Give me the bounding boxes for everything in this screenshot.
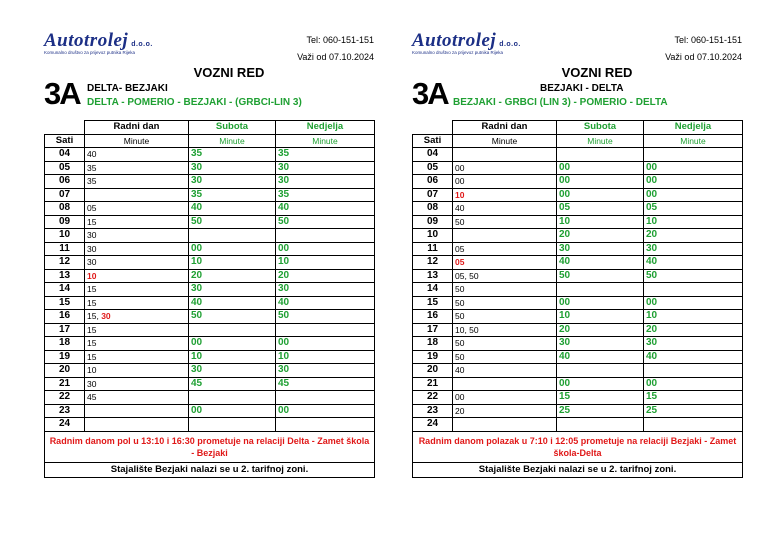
header-sunday: Nedjelja (644, 121, 743, 135)
sunday-minutes: 00 (644, 188, 743, 202)
hour-row (413, 323, 743, 337)
hour-cell: 15 (45, 296, 85, 310)
saturday-minutes: 00 (189, 242, 276, 256)
saturday-minutes: 30 (557, 337, 644, 351)
hour-row (413, 377, 743, 391)
weekday-minutes (453, 242, 557, 256)
weekday-minutes (453, 391, 557, 405)
departure-minute: 15 (87, 216, 97, 227)
sunday-minutes: 30 (644, 337, 743, 351)
header-weekday: Radni dan (453, 121, 557, 135)
hour-row (413, 337, 743, 351)
saturday-minutes (189, 418, 276, 432)
header-hours: Sati (413, 134, 453, 148)
hour-cell: 21 (45, 377, 85, 391)
weekday-minutes (85, 161, 189, 175)
hour-row (45, 391, 375, 405)
hour-cell: 05 (413, 161, 453, 175)
hour-row (413, 148, 743, 162)
saturday-minutes: 50 (189, 215, 276, 229)
hour-row (45, 269, 375, 283)
special-departure-minute: 30 (101, 311, 111, 322)
sunday-minutes: 05 (644, 202, 743, 216)
hour-row (45, 242, 375, 256)
saturday-minutes: 00 (557, 175, 644, 189)
hour-row (45, 364, 375, 378)
departure-minute: 00 (455, 162, 465, 173)
departure-minute: 50 (455, 351, 465, 362)
weekday-minutes (453, 310, 557, 324)
sunday-minutes: 30 (276, 283, 375, 297)
saturday-minutes (557, 148, 644, 162)
sunday-minutes: 35 (276, 148, 375, 162)
hour-cell: 17 (45, 323, 85, 337)
hour-cell: 06 (413, 175, 453, 189)
hour-cell: 06 (45, 175, 85, 189)
saturday-minutes: 05 (557, 202, 644, 216)
sunday-minutes (276, 418, 375, 432)
sunday-minutes: 40 (644, 256, 743, 270)
saturday-minutes: 10 (557, 310, 644, 324)
saturday-minutes: 00 (189, 404, 276, 418)
tariff-zone-note: Stajalište Bezjaki nalazi se u 2. tarifnoj zoni. (45, 462, 375, 477)
subheader-minutes: Minute (85, 134, 189, 148)
saturday-minutes: 50 (189, 310, 276, 324)
sunday-minutes: 35 (276, 188, 375, 202)
phone-number: Tel: 060-151-151 (674, 35, 742, 45)
note: Radnim danom pol u 13:10 i 16:30 prometuje na relaciji Delta - Zamet škola - Bezjaki (45, 431, 375, 462)
sunday-minutes: 00 (644, 296, 743, 310)
header-sunday: Nedjelja (276, 121, 375, 135)
hour-cell: 12 (413, 256, 453, 270)
saturday-minutes: 45 (189, 377, 276, 391)
tariff-zone-note: Stajalište Bezjaki nalazi se u 2. tarifnoj zoni. (413, 462, 743, 477)
hour-cell: 17 (413, 323, 453, 337)
hour-row (413, 350, 743, 364)
hour-row (413, 404, 743, 418)
departure-minute: 45 (87, 392, 97, 403)
hour-cell: 07 (45, 188, 85, 202)
sunday-minutes: 40 (276, 202, 375, 216)
weekday-minutes (85, 256, 189, 270)
hour-row (45, 256, 375, 270)
weekday-minutes (453, 148, 557, 162)
hour-cell: 16 (45, 310, 85, 324)
hour-cell: 10 (413, 229, 453, 243)
hour-cell: 24 (413, 418, 453, 432)
sunday-minutes: 50 (276, 310, 375, 324)
sunday-minutes: 40 (276, 296, 375, 310)
saturday-minutes: 00 (557, 296, 644, 310)
hour-cell: 18 (413, 337, 453, 351)
saturday-minutes: 20 (557, 323, 644, 337)
route-full: DELTA - POMERIO - BEZJAKI - (GRBCI-LIN 3) (87, 97, 302, 108)
sunday-minutes: 50 (276, 215, 375, 229)
departure-minute: 30 (87, 378, 97, 389)
hour-cell: 18 (45, 337, 85, 351)
special-departure-minute: 05 (455, 257, 465, 268)
weekday-minutes (85, 269, 189, 283)
sunday-minutes: 00 (276, 404, 375, 418)
hour-cell: 04 (45, 148, 85, 162)
sunday-minutes: 20 (644, 323, 743, 337)
header-weekday: Radni dan (85, 121, 189, 135)
hour-row (413, 391, 743, 405)
sunday-minutes: 10 (276, 256, 375, 270)
hour-cell: 08 (45, 202, 85, 216)
departure-minute: 50 (455, 297, 465, 308)
departure-minute: 35 (87, 176, 97, 187)
subheader-minutes: Minute (276, 134, 375, 148)
route-short: DELTA- BEZJAKI (87, 83, 168, 94)
sunday-minutes: 10 (276, 350, 375, 364)
weekday-minutes (453, 364, 557, 378)
phone-number: Tel: 060-151-151 (306, 35, 374, 45)
hour-cell: 20 (45, 364, 85, 378)
sunday-minutes: 00 (276, 242, 375, 256)
route-full: BEZJAKI - GRBCI (LIN 3) - POMERIO - DELTA (453, 97, 668, 108)
sunday-minutes: 00 (644, 175, 743, 189)
hour-cell: 22 (45, 391, 85, 405)
saturday-minutes (557, 364, 644, 378)
hour-cell: 08 (413, 202, 453, 216)
saturday-minutes: 50 (557, 269, 644, 283)
hour-cell: 10 (45, 229, 85, 243)
sunday-minutes: 45 (276, 377, 375, 391)
departure-minute: 40 (455, 365, 465, 376)
sunday-minutes: 40 (644, 350, 743, 364)
saturday-minutes: 10 (189, 350, 276, 364)
header-saturday: Subota (189, 121, 276, 135)
saturday-minutes (189, 391, 276, 405)
page-title: VOZNI RED (561, 65, 633, 80)
special-departure-minute: 10 (87, 270, 97, 281)
subheader-minutes: Minute (453, 134, 557, 148)
hour-cell: 15 (413, 296, 453, 310)
sunday-minutes (644, 283, 743, 297)
hour-row (45, 377, 375, 391)
departure-minute: 15, (87, 311, 102, 322)
hour-cell: 14 (45, 283, 85, 297)
sunday-minutes: 30 (276, 175, 375, 189)
note: Radnim danom polazak u 7:10 i 12:05 prometuje na relaciji Bezjaki - Zamet škola-Delta (413, 431, 743, 462)
sunday-minutes (276, 391, 375, 405)
saturday-minutes: 00 (557, 377, 644, 391)
weekday-minutes (453, 418, 557, 432)
sunday-minutes (276, 323, 375, 337)
saturday-minutes (557, 283, 644, 297)
hour-row (45, 202, 375, 216)
hour-cell: 22 (413, 391, 453, 405)
saturday-minutes: 25 (557, 404, 644, 418)
hour-cell: 12 (45, 256, 85, 270)
hour-row (45, 337, 375, 351)
weekday-minutes (85, 337, 189, 351)
hour-row (413, 364, 743, 378)
weekday-minutes (453, 202, 557, 216)
weekday-minutes (85, 364, 189, 378)
weekday-minutes (453, 337, 557, 351)
hour-cell: 21 (413, 377, 453, 391)
departure-minute: 05 (87, 203, 97, 214)
sunday-minutes: 10 (644, 310, 743, 324)
hour-row (413, 229, 743, 243)
sunday-minutes: 00 (644, 161, 743, 175)
sunday-minutes (276, 229, 375, 243)
sunday-minutes (644, 364, 743, 378)
weekday-minutes (85, 283, 189, 297)
saturday-minutes: 40 (189, 202, 276, 216)
line-number: 3A (412, 76, 448, 111)
sunday-minutes (644, 418, 743, 432)
departure-minute: 10, 50 (455, 324, 479, 335)
saturday-minutes: 30 (557, 242, 644, 256)
hour-cell: 07 (413, 188, 453, 202)
hour-row (45, 283, 375, 297)
hour-row (413, 296, 743, 310)
departure-minute: 05, 50 (455, 270, 479, 281)
weekday-minutes (453, 215, 557, 229)
weekday-minutes (85, 377, 189, 391)
weekday-minutes (453, 404, 557, 418)
saturday-minutes: 30 (189, 283, 276, 297)
weekday-minutes (85, 418, 189, 432)
departure-minute: 15 (87, 284, 97, 295)
hour-row (45, 404, 375, 418)
departure-minute: 50 (455, 338, 465, 349)
saturday-minutes: 20 (189, 269, 276, 283)
weekday-minutes (453, 188, 557, 202)
departure-minute: 10 (87, 365, 97, 376)
saturday-minutes: 30 (189, 161, 276, 175)
departure-minute: 40 (455, 203, 465, 214)
valid-from-date: Važi od 07.10.2024 (297, 52, 374, 62)
timetable (412, 120, 743, 478)
sunday-minutes: 30 (276, 161, 375, 175)
weekday-minutes (85, 202, 189, 216)
company-tagline: Komunalno društvo za prijevoz putnika Rijeka (412, 50, 504, 55)
hour-cell: 04 (413, 148, 453, 162)
weekday-minutes (85, 391, 189, 405)
departure-minute: 05 (455, 243, 465, 254)
subheader-minutes: Minute (644, 134, 743, 148)
departure-minute: 15 (87, 351, 97, 362)
saturday-minutes: 00 (189, 337, 276, 351)
hour-row (45, 310, 375, 324)
timetable-bezjaki-delta (412, 0, 742, 500)
company-tagline: Komunalno društvo za prijevoz putnika Rijeka (44, 50, 136, 55)
hour-row (413, 175, 743, 189)
weekday-minutes (453, 377, 557, 391)
hour-cell: 05 (45, 161, 85, 175)
sunday-minutes: 30 (276, 364, 375, 378)
sunday-minutes (644, 148, 743, 162)
saturday-minutes: 40 (189, 296, 276, 310)
weekday-minutes (85, 350, 189, 364)
saturday-minutes: 40 (557, 350, 644, 364)
departure-minute: 40 (87, 149, 97, 160)
timetable-delta-bezjaki (44, 0, 374, 500)
departure-minute: 50 (455, 216, 465, 227)
hour-cell: 19 (45, 350, 85, 364)
company-logo: Autotrolej d.o.o. (412, 30, 521, 51)
weekday-minutes (453, 323, 557, 337)
sunday-minutes: 25 (644, 404, 743, 418)
hour-row (413, 242, 743, 256)
sunday-minutes: 00 (644, 377, 743, 391)
departure-minute: 35 (87, 162, 97, 173)
weekday-minutes (453, 283, 557, 297)
hour-row (45, 350, 375, 364)
hour-cell: 09 (45, 215, 85, 229)
saturday-minutes: 20 (557, 229, 644, 243)
weekday-minutes (453, 350, 557, 364)
sunday-minutes: 30 (644, 242, 743, 256)
header-saturday: Subota (557, 121, 644, 135)
subheader-minutes: Minute (557, 134, 644, 148)
weekday-minutes (453, 269, 557, 283)
saturday-minutes (189, 229, 276, 243)
departure-minute: 30 (87, 230, 97, 241)
header-hours: Sati (45, 134, 85, 148)
sunday-minutes: 20 (276, 269, 375, 283)
saturday-minutes: 30 (189, 364, 276, 378)
hour-cell: 16 (413, 310, 453, 324)
hour-row (45, 175, 375, 189)
hour-row (413, 215, 743, 229)
sunday-minutes: 15 (644, 391, 743, 405)
valid-from-date: Važi od 07.10.2024 (665, 52, 742, 62)
timetable (44, 120, 375, 478)
route-short: BEZJAKI - DELTA (540, 83, 624, 94)
page-title: VOZNI RED (193, 65, 265, 80)
hour-cell: 11 (413, 242, 453, 256)
saturday-minutes: 35 (189, 148, 276, 162)
saturday-minutes: 00 (557, 188, 644, 202)
hour-cell: 20 (413, 364, 453, 378)
weekday-minutes (85, 323, 189, 337)
hour-cell: 24 (45, 418, 85, 432)
subheader-minutes: Minute (189, 134, 276, 148)
hour-cell: 19 (413, 350, 453, 364)
hour-cell: 23 (45, 404, 85, 418)
departure-minute: 20 (455, 405, 465, 416)
departure-minute: 00 (455, 392, 465, 403)
hour-row (413, 256, 743, 270)
line-number: 3A (44, 76, 80, 111)
hour-row (45, 229, 375, 243)
departure-minute: 00 (455, 176, 465, 187)
weekday-minutes (85, 296, 189, 310)
hour-row (413, 202, 743, 216)
weekday-minutes (453, 256, 557, 270)
saturday-minutes: 10 (189, 256, 276, 270)
departure-minute: 15 (87, 297, 97, 308)
hour-cell: 13 (413, 269, 453, 283)
sunday-minutes: 50 (644, 269, 743, 283)
hour-row (413, 161, 743, 175)
hour-row (413, 310, 743, 324)
hour-cell: 23 (413, 404, 453, 418)
hour-row (413, 418, 743, 432)
sunday-minutes: 10 (644, 215, 743, 229)
departure-minute: 15 (87, 338, 97, 349)
hour-row (413, 283, 743, 297)
departure-minute: 50 (455, 311, 465, 322)
hour-row (45, 188, 375, 202)
weekday-minutes (85, 148, 189, 162)
weekday-minutes (453, 296, 557, 310)
weekday-minutes (85, 404, 189, 418)
hour-row (45, 296, 375, 310)
sunday-minutes: 20 (644, 229, 743, 243)
weekday-minutes (85, 229, 189, 243)
weekday-minutes (85, 310, 189, 324)
hour-cell: 14 (413, 283, 453, 297)
saturday-minutes: 30 (189, 175, 276, 189)
sunday-minutes: 00 (276, 337, 375, 351)
hour-cell: 11 (45, 242, 85, 256)
weekday-minutes (85, 175, 189, 189)
saturday-minutes: 35 (189, 188, 276, 202)
saturday-minutes (189, 323, 276, 337)
departure-minute: 50 (455, 284, 465, 295)
saturday-minutes: 00 (557, 161, 644, 175)
hour-cell: 13 (45, 269, 85, 283)
hour-row (45, 418, 375, 432)
special-departure-minute: 10 (455, 189, 465, 200)
hour-row (45, 161, 375, 175)
departure-minute: 30 (87, 243, 97, 254)
weekday-minutes (85, 188, 189, 202)
hour-row (45, 215, 375, 229)
weekday-minutes (85, 215, 189, 229)
hour-row (45, 148, 375, 162)
hour-row (413, 269, 743, 283)
departure-minute: 15 (87, 324, 97, 335)
saturday-minutes: 15 (557, 391, 644, 405)
hour-row (45, 323, 375, 337)
weekday-minutes (453, 229, 557, 243)
saturday-minutes (557, 418, 644, 432)
weekday-minutes (453, 161, 557, 175)
departure-minute: 30 (87, 257, 97, 268)
hour-cell: 09 (413, 215, 453, 229)
company-logo: Autotrolej d.o.o. (44, 30, 153, 51)
saturday-minutes: 10 (557, 215, 644, 229)
weekday-minutes (453, 175, 557, 189)
saturday-minutes: 40 (557, 256, 644, 270)
hour-row (413, 188, 743, 202)
weekday-minutes (85, 242, 189, 256)
